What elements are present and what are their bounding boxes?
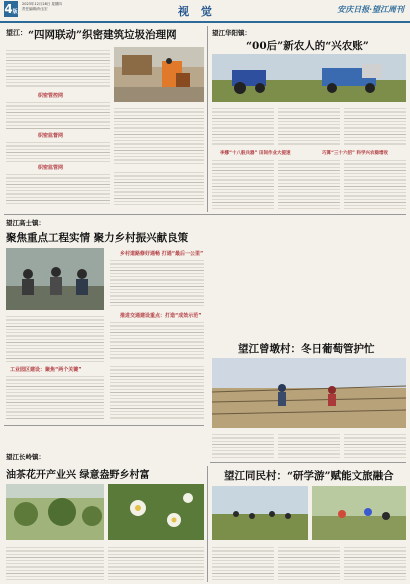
study-text-2 [278, 545, 340, 581]
tea-photo-2 [108, 484, 204, 540]
cleanup-text-5 [6, 172, 110, 206]
tea-text-2 [108, 545, 204, 581]
farmers-sub-2: 巧算“三十六招” 科学兴农稳增收 [322, 151, 388, 156]
cleanup-sub-3: 织密监管网 [38, 165, 64, 171]
grapes-headline: 望江曾墩村：冬日葡萄管护忙 [238, 343, 375, 355]
column-divider [207, 26, 208, 212]
camellia-field-image [6, 484, 104, 540]
tea-kicker: 望江长岭镇： [6, 453, 45, 461]
gaoshi-kicker: 望江高士镇： [6, 219, 45, 227]
page-number: 4 [4, 2, 13, 16]
vineyard-image [212, 358, 406, 428]
page-header [0, 0, 410, 22]
study-text-1 [212, 545, 274, 581]
study-text-3 [344, 545, 406, 581]
farmers-text-1 [212, 106, 274, 146]
gaoshi-text-5 [110, 364, 204, 420]
cleanup-text-2 [6, 100, 110, 130]
farmers-text-3 [344, 106, 406, 146]
grapes-photo [212, 358, 406, 428]
cleanup-photo [114, 47, 204, 102]
farmers-text-6 [344, 158, 406, 210]
study-headline: 望江同民村：“研学游”赋能文旅融合 [224, 470, 394, 482]
gaoshi-sub-1: 乡村道路修好通畅 打通“最后一公里” [120, 251, 204, 257]
row-divider-2 [4, 425, 204, 426]
gaoshi-text-3 [110, 320, 204, 360]
cleanup-text-3 [114, 106, 204, 166]
tea-photo-1 [6, 484, 104, 540]
grapes-text-3 [344, 432, 406, 458]
farmers-photo [212, 54, 406, 102]
farmers-kicker: 望江华阳镇： [212, 29, 251, 37]
study-photo-2 [312, 486, 406, 540]
row-divider-1 [4, 214, 406, 215]
construction-site-image [114, 47, 204, 102]
brand-title: 安庆日报·望江周刊 [337, 4, 404, 14]
cleanup-kicker: 望江： [6, 29, 27, 37]
grapes-text-2 [278, 432, 340, 458]
gaoshi-headline: 聚焦重点工程实情 聚力乡村振兴献良策 [6, 232, 189, 244]
camellia-flower-image [108, 484, 204, 540]
issue-editor: 责任编辑/尚玉宏 [22, 6, 48, 11]
issue-info [22, 2, 62, 11]
farmers-text-5 [278, 158, 340, 210]
column-divider-bottom [207, 466, 208, 582]
cleanup-text-1 [6, 48, 110, 88]
students-activity-image [312, 486, 406, 540]
tea-headline: 油茶花开产业兴 绿意盎野乡村富 [6, 470, 150, 481]
farm-machinery-image [212, 54, 406, 102]
page-suffix: 版 [12, 9, 18, 15]
study-photo-1 [212, 486, 308, 540]
row-divider-3 [210, 462, 406, 463]
students-field-image [212, 486, 308, 540]
gaoshi-text-1 [110, 258, 204, 308]
farmers-text-4 [212, 158, 274, 210]
tea-text-1 [6, 545, 104, 581]
cleanup-headline: “四网联动”织密建筑垃圾治理网 [28, 29, 177, 41]
cleanup-text-6 [114, 170, 204, 206]
gaoshi-sub-3: 推进交通建设重点：打造“成效示范” [120, 313, 202, 319]
meeting-image [6, 248, 104, 310]
cleanup-text-4 [6, 140, 110, 162]
grapes-text-1 [212, 432, 274, 458]
gaoshi-sub-2: 工业园区建设：聚焦“两个关键” [10, 367, 82, 373]
gaoshi-photo [6, 248, 104, 310]
issue-date: 2023年12月28日 星期四 [22, 2, 62, 6]
cleanup-sub-1: 织密管控网 [38, 93, 64, 99]
gaoshi-text-4 [6, 374, 104, 420]
cleanup-sub-2: 织密监督网 [38, 133, 64, 139]
header-rule [0, 21, 410, 23]
section-title: 视 觉 [178, 5, 216, 18]
gaoshi-text-2 [6, 314, 104, 362]
farmers-headline: “00后”新农人的“兴农账” [246, 40, 369, 52]
page-number-badge [4, 1, 18, 17]
farmers-sub-1: 李娜“十八般兵器” 田间作业大提速 [220, 151, 291, 156]
farmers-text-2 [278, 106, 340, 146]
